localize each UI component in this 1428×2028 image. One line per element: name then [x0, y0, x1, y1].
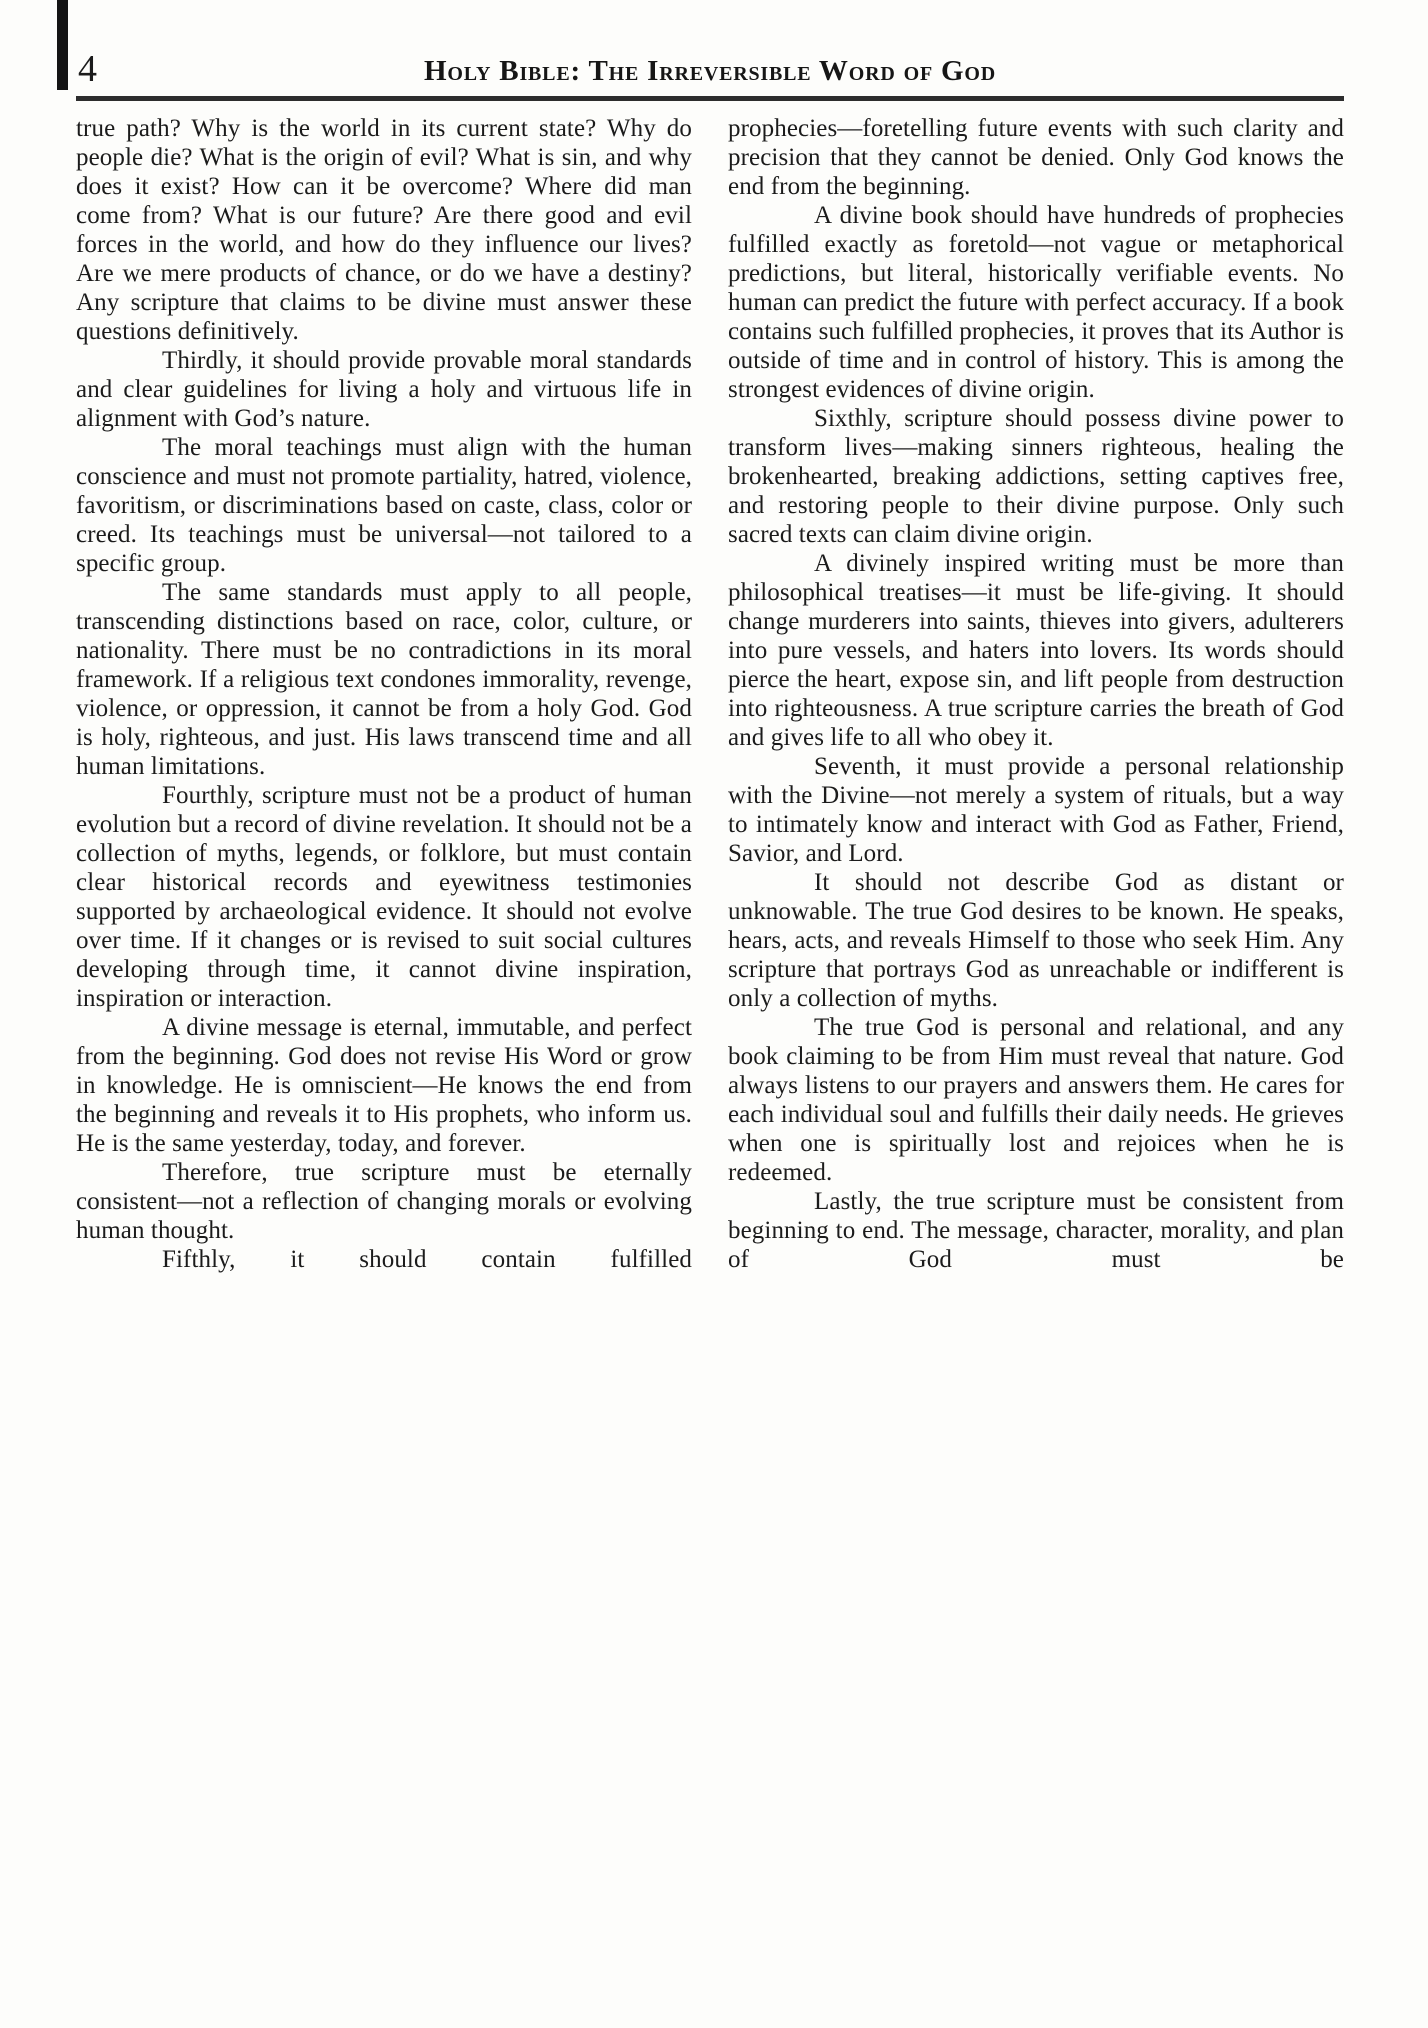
- right-column: [728, 114, 1344, 1274]
- paragraph: The true God is personal and relational, and any book claiming to be from Him must reveal that nature. God always listens to our prayers and answers them. He cares for each individual soul and fulfills their daily needs. He grieves when one is spiritually lost and rejoices when he is redeemed.: [728, 1014, 1344, 1186]
- page-header: [76, 30, 1344, 90]
- paragraph: The same standards must apply to all people, transcending distinctions based on race, color, culture, or nationality. There must be no contradictions in its moral framework. If a religious text condones immorality, revenge, violence, or oppression, it cannot be from a holy God. God is holy, righteous, and just. His laws transcend time and all human limitations.: [76, 579, 692, 780]
- paragraph: Sixthly, scripture should possess divine power to transform lives—making sinners righteous, healing the brokenhearted, breaking addictions, setting captives free, and restoring people to their divine purpose. Only such sacred texts can claim divine origin.: [728, 405, 1344, 548]
- header-rule: [76, 96, 1344, 101]
- paragraph: The moral teachings must align with the human conscience and must not promote partiality, hatred, violence, favoritism, or discriminations based on caste, class, color or creed. Its teachings must be universal—not tailored to a specific group.: [76, 434, 692, 577]
- paragraph: It should not describe God as distant or unknowable. The true God desires to be known. He speaks, hears, acts, and reveals Himself to those who seek Him. Any scripture that portrays God as unreachable or indifferent is only a collection of myths.: [728, 869, 1344, 1012]
- article-body: [76, 114, 1344, 1274]
- paragraph: Fourthly, scripture must not be a product of human evolution but a record of divine revelation. It should not be a collection of myths, legends, or folklore, but must contain clear historical records and eyewitness testimonies supported by archaeological evidence. It should not evolve over time. If it changes or is revised to suit social cultures developing through time, it cannot divine inspiration, inspiration or interaction.: [76, 782, 692, 1012]
- paragraph: Therefore, true scripture must be eternally consistent—not a reflection of changing morals or evolving human thought.: [76, 1159, 692, 1244]
- page-title: Holy Bible: The Irreversible Word of God: [424, 55, 996, 87]
- paragraph: Thirdly, it should provide provable moral standards and clear guidelines for living a holy and virtuous life in alignment with God’s nature.: [76, 347, 692, 432]
- paragraph: A divine message is eternal, immutable, and perfect from the beginning. God does not revise His Word or grow in knowledge. He is omniscient—He knows the end from the beginning and reveals it to His prophets, who inform us. He is the same yesterday, today, and forever.: [76, 1014, 692, 1157]
- paragraph: Seventh, it must provide a personal relationship with the Divine—not merely a system of rituals, but a way to intimately know and interact with God as Father, Friend, Savior, and Lord.: [728, 753, 1344, 867]
- paragraph: Fifthly, it should contain fulfilled: [162, 1246, 692, 1273]
- paragraph: true path? Why is the world in its current state? Why do people die? What is the origin of evil? What is sin, and why does it exist? How can it be overcome? Where did man come from? What is our future? Are there good and evil forces in the world, and how do they influence our lives? Are we mere products of chance, or do we have a destiny? Any scripture that claims to be divine must answer these questions definitively.: [76, 115, 692, 345]
- paragraph: Lastly, the true scripture must be consistent from beginning to end. The message, character, morality, and plan of God must be: [728, 1188, 1344, 1273]
- page-number: 4: [78, 48, 97, 90]
- paragraph: prophecies—foretelling future events with such clarity and precision that they cannot be denied. Only God knows the end from the beginning.: [728, 115, 1344, 200]
- paragraph: A divine book should have hundreds of prophecies fulfilled exactly as foretold—not vague or metaphorical predictions, but literal, historically verifiable events. No human can predict the future with perfect accuracy. If a book contains such fulfilled prophecies, it proves that its Author is outside of time and in control of history. This is among the strongest evidences of divine origin.: [728, 202, 1344, 403]
- paragraph: A divinely inspired writing must be more than philosophical treatises—it must be life-giving. It should change murderers into saints, thieves into givers, adulterers into pure vessels, and haters into lovers. Its words should pierce the heart, expose sin, and lift people from destruction into righteousness. A true scripture carries the breath of God and gives life to all who obey it.: [728, 550, 1344, 751]
- left-column: [76, 114, 692, 1274]
